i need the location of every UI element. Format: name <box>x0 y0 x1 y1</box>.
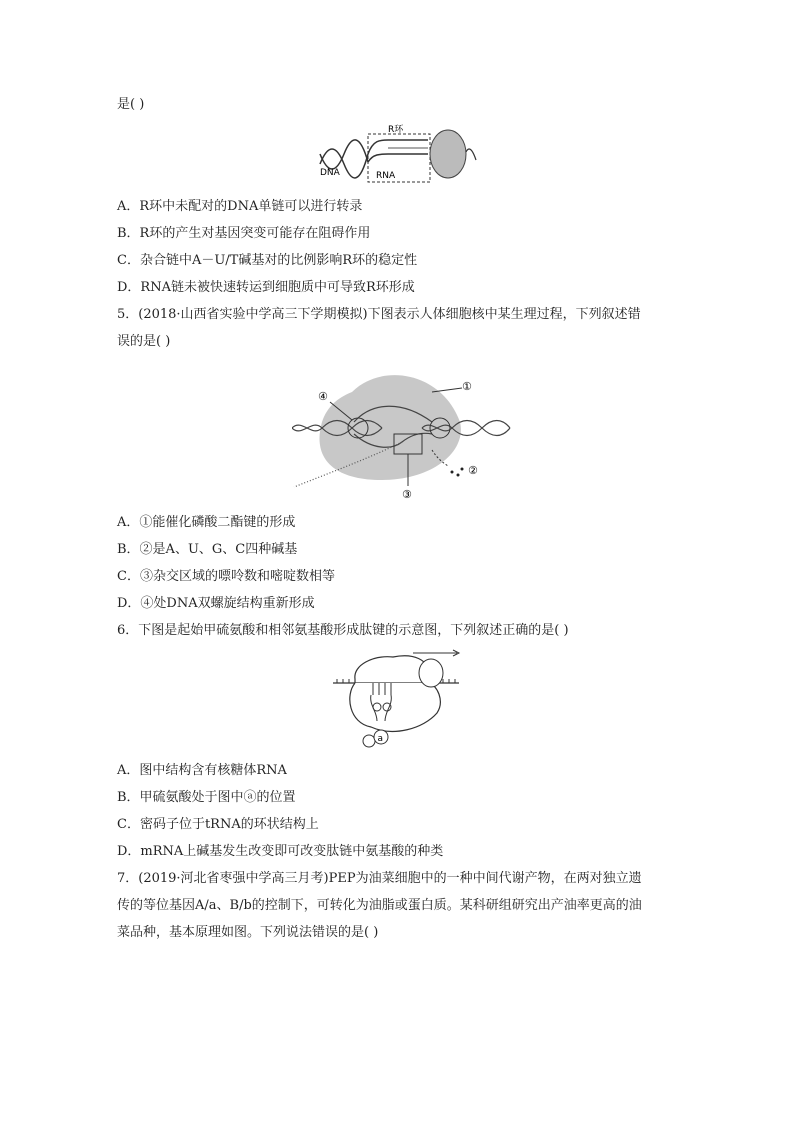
q6-option-a: A．图中结构含有核糖体RNA <box>117 763 287 778</box>
ribosome-figure <box>333 645 461 753</box>
q4-option-b: B．R环的产生对基因突变可能存在阻碍作用 <box>117 226 371 241</box>
q4-stem-tail: 是( ) <box>117 97 145 112</box>
q5-stem-line2: 误的是( ) <box>117 334 171 349</box>
dna-label: DNA <box>320 168 340 178</box>
q7-stem-line2: 传的等位基因A/a、B/b的控制下，可转化为油脂或蛋白质。某科研组研究出产油率更高的油 <box>117 898 642 913</box>
q6-option-d: D．mRNA上碱基发生改变即可改变肽链中氨基酸的种类 <box>117 844 444 859</box>
q5-option-c: C．③杂交区域的嘌呤数和嘧啶数相等 <box>117 569 335 584</box>
r-loop-label: R环 <box>388 125 404 135</box>
q5-option-d: D．④处DNA双螺旋结构重新形成 <box>117 596 315 611</box>
q5-option-b: B．②是A、U、G、C四种碱基 <box>117 542 298 557</box>
q6-option-b: B．甲硫氨酸处于图中ⓐ的位置 <box>117 790 296 805</box>
q7-stem-line1: 7．(2019·河北省枣强中学高三月考)PEP为油菜细胞中的一种中间代谢产物，在两对独立遗 <box>117 871 642 886</box>
q5-option-a: A．①能催化磷酸二酯键的形成 <box>117 515 296 530</box>
r-loop-figure <box>318 124 478 186</box>
transcription-figure <box>292 362 512 500</box>
q4-option-c: C．杂合链中A－U/T碱基对的比例影响R环的稳定性 <box>117 253 418 268</box>
label-4: ④ <box>318 390 328 403</box>
q5-stem-line1: 5．(2018·山西省实验中学高三下学期模拟)下图表示人体细胞核中某生理过程，下列叙述错 <box>117 307 641 322</box>
label-2: ② <box>468 464 478 477</box>
rna-label: RNA <box>376 171 396 181</box>
label-3: ③ <box>402 488 412 500</box>
label-a: a <box>377 734 384 744</box>
label-1: ① <box>462 380 472 393</box>
q4-option-a: A．R环中未配对的DNA单链可以进行转录 <box>117 199 363 214</box>
q7-stem-line3: 菜品种，基本原理如图。下列说法错误的是( ) <box>117 925 379 940</box>
q6-option-c: C．密码子位于tRNA的环状结构上 <box>117 817 319 832</box>
q6-stem: 6．下图是起始甲硫氨酸和相邻氨基酸形成肽键的示意图，下列叙述正确的是( ) <box>117 623 569 638</box>
q4-option-d: D．RNA链未被快速转运到细胞质中可导致R环形成 <box>117 280 415 295</box>
